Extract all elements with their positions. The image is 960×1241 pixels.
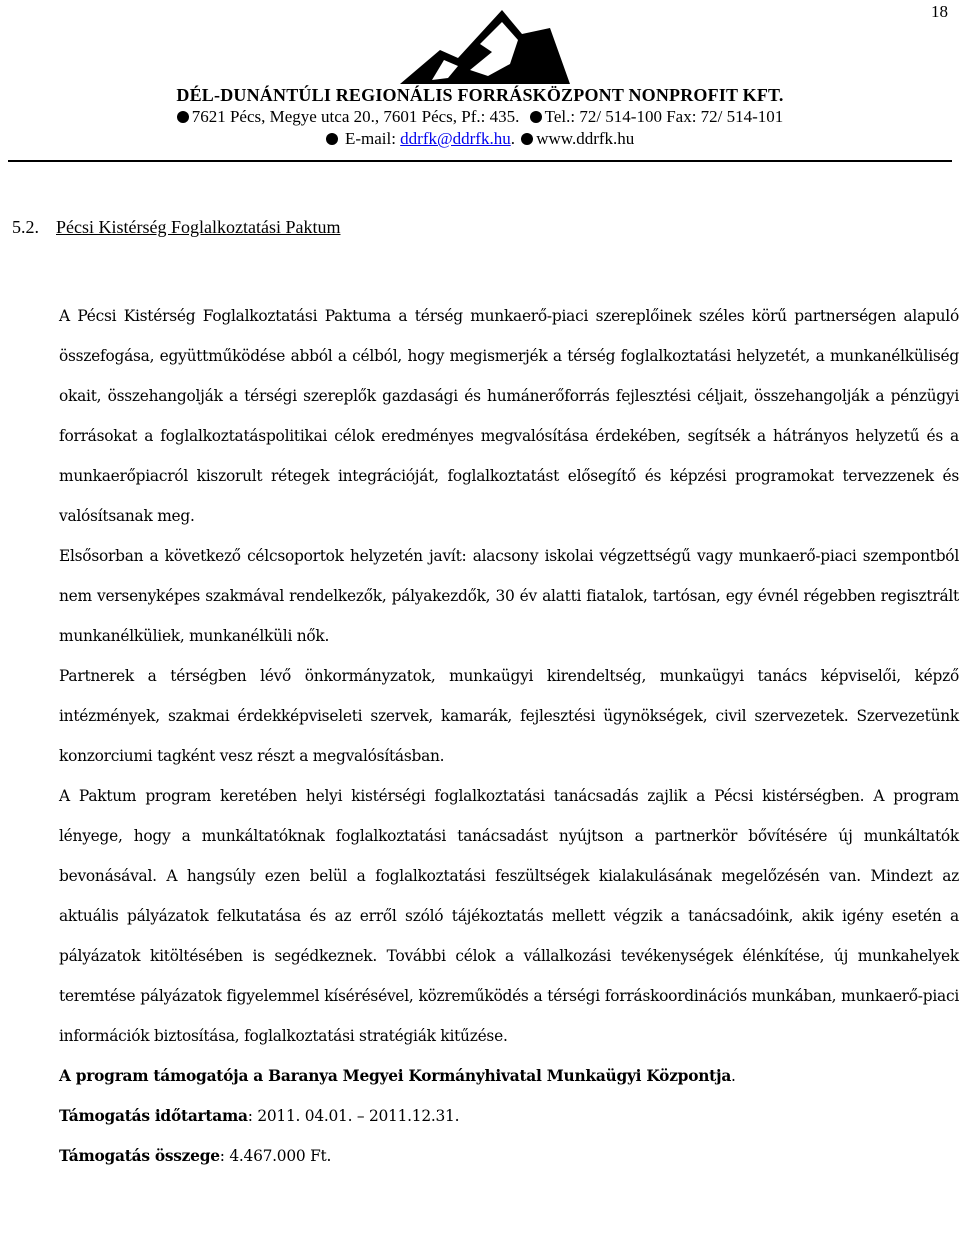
address: 7621 Pécs, Megye utca 20., 7601 Pécs, Pf.: 435. bbox=[191, 107, 520, 126]
contact-line-2 bbox=[0, 128, 960, 150]
contact-line-1 bbox=[0, 106, 960, 128]
duration-line bbox=[59, 1096, 959, 1136]
bullet-icon bbox=[530, 111, 542, 123]
bullet-icon bbox=[326, 133, 338, 145]
amount-value: : 4.467.000 Ft. bbox=[219, 1147, 332, 1165]
document-body bbox=[59, 296, 959, 1176]
bullet-icon bbox=[521, 133, 533, 145]
email-suffix: . bbox=[510, 129, 515, 148]
website[interactable]: www.ddrfk.hu bbox=[536, 129, 635, 148]
section-heading bbox=[12, 217, 340, 238]
paragraph: Partnerek a térségben lévő önkormányzatok, munkaügyi kirendeltség, munkaügyi tanács képviselői, képző intézmények, szakmai érdekképviseleti szervek, kamarák, fejlesztési ügynökségek, civil szervezetek. Szervezetünk konzorciumi tagként vesz részt a megvalósításban. bbox=[59, 667, 959, 765]
paragraph: A Paktum program keretében helyi kistérségi foglalkoztatási tanácsadás zajlik a Pécsi kistérségben. A program lényege, hogy a munkáltatóknak foglalkoztatási tanácsadást nyújtson a partnerkör bővítésére új munkáltatók bevonásával. A hangsúly ezen belül a foglalkoztatási feszültségek kialakulásának megelőzésén van. Mindezt az aktuális pályázatok felkutatása és az erről szóló tájékoztatás mellett végzik a tanácsadóink, akik igény esetén a pályázatok kitöltésében is segédkeznek. További célok a vállalkozási tevékenységek élénkítése, új munkahelyek teremtése pályázatok figyelemmel kísérésével, közreműködés a térségi forráskoordinációs munkában, munkaerő-piaci információk biztosítása, foglalkoztatási stratégiák kitűzése. bbox=[59, 787, 959, 1045]
mountain-logo bbox=[400, 4, 570, 86]
duration-value: : 2011. 04.01. – 2011.12.31. bbox=[247, 1107, 460, 1125]
bullet-icon bbox=[177, 111, 189, 123]
email-link[interactable]: ddrfk@ddrfk.hu bbox=[400, 129, 511, 148]
supporter-line bbox=[59, 1056, 959, 1096]
header-divider bbox=[8, 160, 952, 162]
letterhead bbox=[0, 84, 960, 150]
paragraph: A Pécsi Kistérség Foglalkoztatási Paktuma a térség munkaerő-piaci szereplőinek széles körű partnerségen alapuló összefogása, együttműködése abból a célból, hogy megismerjék a térség foglalkoztatási helyzetét, a munkanélküliség okait, összehangolják a térségi szereplők gazdasági és humánerőforrás fejlesztési céljait, összehangolják a pénzügyi forrásokat a foglalkoztatáspolitikai célok eredményes megvalósítása érdekében, segítsék a hátrányos helyzetű és a munkaerőpiacról kiszorult rétegek integrációját, foglalkoztatást elősegítő és képzési programokat tervezzenek és valósítsanak meg. bbox=[59, 307, 959, 525]
amount-line bbox=[59, 1136, 959, 1176]
amount-label: Támogatás összege bbox=[59, 1147, 220, 1165]
paragraph: Elsősorban a következő célcsoportok helyzetén javít: alacsony iskolai végzettségű vagy munkaerő-piaci szempontból nem versenyképes szakmával rendelkezők, pályakezdők, 30 év alatti fiatalok, tartósan, egy évnél régebben regisztrált munkanélküliek, munkanélküli nők. bbox=[59, 547, 959, 645]
organization-name: DÉL-DUNÁNTÚLI REGIONÁLIS FORRÁSKÖZPONT NONPROFIT KFT. bbox=[176, 85, 784, 105]
section-title: Pécsi Kistérség Foglalkoztatási Paktum bbox=[56, 217, 341, 237]
email-label: E-mail: bbox=[344, 129, 396, 148]
duration-label: Támogatás időtartama bbox=[59, 1107, 248, 1125]
phone-fax: Tel.: 72/ 514-100 Fax: 72/ 514-101 bbox=[544, 107, 784, 126]
page-number: 18 bbox=[931, 2, 948, 21]
supporter-end: . bbox=[731, 1067, 736, 1085]
supporter-text: A program támogatója a Baranya Megyei Kormányhivatal Munkaügyi Központja bbox=[59, 1067, 732, 1085]
section-number: 5.2. bbox=[12, 217, 39, 237]
